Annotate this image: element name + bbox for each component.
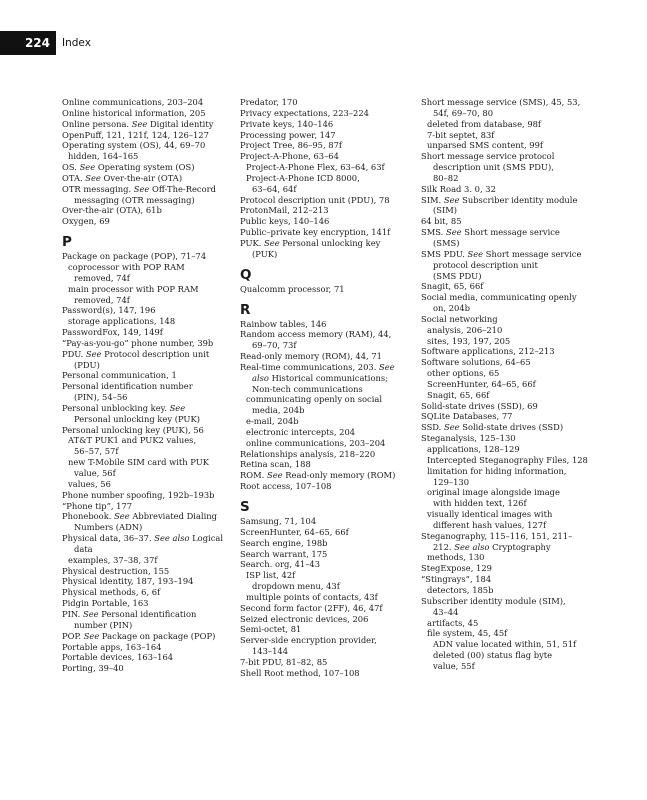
index-entry: Physical destruction, 155 bbox=[62, 565, 170, 576]
index-entry: Porting, 39–40 bbox=[62, 663, 124, 674]
index-subentry: 54f, 69–70, 80 bbox=[433, 107, 494, 118]
index-entry: Predator, 170 bbox=[240, 97, 298, 107]
index-subentry: media, 204b bbox=[252, 405, 305, 416]
see-reference: See bbox=[443, 422, 460, 433]
index-entry: Software solutions, 64–65 bbox=[421, 357, 531, 368]
index-entry: Social media, communicating openly bbox=[421, 292, 577, 303]
index-subentry: (PIN), 54–56 bbox=[74, 392, 128, 403]
index-subentry: file system, 45, 45f bbox=[427, 628, 508, 639]
index-entry: Second form factor (2FF), 46, 47f bbox=[240, 602, 383, 613]
index-subentry: different hash values, 127f bbox=[433, 519, 547, 530]
index-subentry: value, 56f bbox=[74, 468, 116, 478]
index-subentry: Project-A-Phone Flex, 63–64, 63f bbox=[246, 162, 385, 173]
index-entry: Protocol description unit (PDU), 78 bbox=[240, 194, 390, 205]
index-entry: SQLite Databases, 77 bbox=[421, 411, 513, 422]
section-letter: P bbox=[62, 234, 72, 251]
index-entry: SMS. See Short message service bbox=[421, 227, 560, 238]
index-entry: Silk Road 3. 0, 32 bbox=[421, 183, 496, 194]
index-entry: Search warrant, 175 bbox=[240, 548, 328, 559]
index-subentry: protocol description unit bbox=[433, 259, 538, 270]
index-entry: Root access, 107–108 bbox=[240, 481, 332, 492]
index-subentry: also Historical communications; bbox=[252, 372, 388, 383]
index-subentry: artifacts, 45 bbox=[427, 617, 479, 628]
index-entry: Physical methods, 6, 6f bbox=[62, 587, 161, 598]
see-reference: See bbox=[85, 172, 101, 183]
index-entry: Portable apps, 163–164 bbox=[62, 641, 162, 652]
index-subentry: online communications, 203–204 bbox=[246, 437, 386, 448]
index-entry: Social networking bbox=[421, 313, 498, 324]
index-entry: ProtonMail, 212–213 bbox=[240, 205, 329, 216]
index-entry: Seized electronic devices, 206 bbox=[240, 613, 369, 624]
index-subentry: 43–44 bbox=[433, 606, 459, 617]
index-column-3 bbox=[421, 97, 593, 672]
index-subentry: ADN value located within, 51, 51f bbox=[433, 639, 577, 650]
index-entry: ROM. See Read-only memory (ROM) bbox=[240, 470, 396, 481]
index-entry: PUK. See Personal unlocking key bbox=[240, 237, 381, 248]
index-entry: Private keys, 140–146 bbox=[240, 118, 334, 129]
index-entry: StegExpose, 129 bbox=[421, 563, 492, 574]
index-entry: Short message service protocol bbox=[421, 151, 555, 162]
index-entry: Snagit, 65, 66f bbox=[421, 281, 484, 292]
index-subentry: Snagit, 65, 66f bbox=[427, 389, 490, 400]
index-subentry: 63–64, 64f bbox=[252, 183, 297, 194]
section-letter: R bbox=[240, 301, 251, 318]
index-entry: Personal communication, 1 bbox=[62, 370, 177, 381]
index-subentry: visually identical images with bbox=[427, 509, 553, 520]
index-entry: Relationships analysis, 218–220 bbox=[240, 448, 376, 459]
index-entry: Online historical information, 205 bbox=[62, 107, 206, 118]
see-reference: See bbox=[169, 402, 186, 413]
index-entry: Portable devices, 163–164 bbox=[62, 652, 174, 663]
index-entry: Oxygen, 69 bbox=[62, 216, 110, 227]
index-column-2 bbox=[240, 97, 412, 679]
index-entry: Solid-state drives (SSD), 69 bbox=[421, 400, 538, 411]
index-subentry: (SMS) bbox=[433, 237, 460, 248]
index-subentry: (PDU) bbox=[74, 359, 100, 370]
see-reference: See also bbox=[154, 533, 190, 544]
index-subentry: deleted from database, 98f bbox=[427, 118, 542, 129]
see-reference: See bbox=[133, 183, 150, 194]
index-subentry: Personal unlocking key (PUK) bbox=[74, 413, 200, 424]
index-entry: Search engine, 198b bbox=[240, 537, 328, 548]
index-entry: Project Tree, 86–95, 87f bbox=[240, 140, 342, 151]
index-entry: Processing power, 147 bbox=[240, 129, 336, 140]
see-reference: See also bbox=[454, 541, 490, 552]
index-entry: Physical data, 36–37. See also Logical bbox=[62, 533, 224, 544]
index-subentry: Project-A-Phone ICD 8000, bbox=[246, 172, 360, 183]
index-entry: Public–private key encryption, 141f bbox=[240, 227, 391, 238]
index-subentry: original image alongside image bbox=[427, 487, 560, 498]
index-subentry: 143–144 bbox=[252, 646, 289, 657]
index-entry: Software applications, 212–213 bbox=[421, 346, 555, 357]
index-subentry: Intercepted Steganography Files, 128 bbox=[427, 454, 588, 465]
index-entry: Online persona. See Digital identity bbox=[62, 118, 214, 129]
index-entry: Shell Root method, 107–108 bbox=[240, 667, 360, 678]
index-entry: Operating system (OS), 44, 69–70 bbox=[62, 140, 206, 151]
index-entry: Search. org, 41–43 bbox=[240, 559, 321, 570]
index-subentry: new T-Mobile SIM card with PUK bbox=[68, 457, 210, 468]
index-entry: Samsung, 71, 104 bbox=[240, 516, 317, 526]
index-entry: Short message service (SMS), 45, 53, bbox=[421, 97, 581, 107]
index-entry: Personal unlocking key (PUK), 56 bbox=[62, 424, 204, 435]
index-subentry: methods, 130 bbox=[427, 552, 485, 563]
index-subentry: 69–70, 73f bbox=[252, 340, 297, 351]
index-entry: Public keys, 140–146 bbox=[240, 216, 330, 227]
running-head: Index bbox=[62, 37, 91, 49]
index-subentry: (SIM) bbox=[433, 205, 458, 216]
index-column-1 bbox=[62, 97, 234, 674]
see-reference: See bbox=[131, 118, 148, 129]
index-entry: PasswordFox, 149, 149f bbox=[62, 327, 163, 338]
index-entry: Over-the-air (OTA), 61b bbox=[62, 205, 162, 216]
index-subentry: messaging (OTR messaging) bbox=[74, 194, 195, 205]
page-header bbox=[0, 31, 647, 55]
index-subentry: (PUK) bbox=[252, 248, 278, 259]
index-entry: Pidgin Portable, 163 bbox=[62, 598, 149, 609]
index-subentry: value, 55f bbox=[433, 660, 475, 671]
see-reference: also bbox=[252, 372, 269, 383]
index-entry: Password(s), 147, 196 bbox=[62, 305, 156, 316]
see-reference: See bbox=[83, 630, 100, 641]
index-entry: Read-only memory (ROM), 44, 71 bbox=[240, 351, 382, 362]
index-subentry: 56–57, 57f bbox=[74, 446, 119, 457]
see-reference: See bbox=[467, 248, 484, 259]
index-subentry: sites, 193, 197, 205 bbox=[427, 335, 511, 346]
index-subentry: on, 204b bbox=[433, 303, 470, 314]
index-subentry: coprocessor with POP RAM bbox=[68, 261, 185, 272]
index-subentry: (SMS PDU) bbox=[433, 270, 482, 281]
page-number: 224 bbox=[0, 31, 56, 55]
index-entry: Semi-octet, 81 bbox=[240, 624, 302, 635]
index-entry: Project-A-Phone, 63–64 bbox=[240, 151, 339, 162]
index-subentry: detectors, 185b bbox=[427, 584, 494, 595]
see-reference: See bbox=[264, 237, 280, 248]
index-subentry: ScreenHunter, 64–65, 66f bbox=[427, 378, 536, 389]
index-entry: Package on package (POP), 71–74 bbox=[62, 251, 207, 262]
index-entry: ScreenHunter, 64–65, 66f bbox=[240, 526, 349, 537]
section-letter: Q bbox=[240, 266, 252, 283]
index-subentry: multiple points of contacts, 43f bbox=[246, 591, 378, 602]
index-entry: POP. See Package on package (POP) bbox=[62, 630, 216, 641]
see-reference: See bbox=[85, 348, 102, 359]
index-subentry: communicating openly on social bbox=[246, 394, 383, 405]
index-entry: OS. See Operating system (OS) bbox=[62, 162, 195, 173]
index-subentry: applications, 128–129 bbox=[427, 444, 520, 454]
index-entry: Steganalysis, 125–130 bbox=[421, 433, 516, 444]
index-entry: Rainbow tables, 146 bbox=[240, 318, 327, 329]
index-subentry: main processor with POP RAM bbox=[68, 283, 199, 294]
see-reference: See bbox=[82, 608, 99, 619]
index-subentry: storage applications, 148 bbox=[68, 316, 176, 327]
index-subentry: dropdown menu, 43f bbox=[252, 581, 340, 592]
index-subentry: 129–130 bbox=[433, 476, 470, 487]
index-subentry: data bbox=[74, 543, 93, 554]
index-subentry: limitation for hiding information, bbox=[427, 465, 567, 476]
index-entry: OTA. See Over-the-air (OTA) bbox=[62, 172, 183, 183]
index-subentry: values, 56 bbox=[68, 478, 111, 489]
see-reference: See bbox=[379, 361, 395, 372]
index-entry: Qualcomm processor, 71 bbox=[240, 283, 345, 294]
index-entry: SMS PDU. See Short message service bbox=[421, 248, 582, 259]
index-entry: Phonebook. See Abbreviated Dialing bbox=[62, 511, 217, 522]
index-entry: OTR messaging. See Off-The-Record bbox=[62, 183, 216, 194]
index-entry: Random access memory (RAM), 44, bbox=[240, 329, 392, 340]
index-subentry: AT&T PUK1 and PUK2 values, bbox=[68, 435, 197, 446]
index-entry: 64 bit, 85 bbox=[421, 216, 462, 227]
section-letter: S bbox=[240, 499, 250, 515]
index-entry: PIN. See Personal identification bbox=[62, 608, 197, 619]
index-entry: PDU. See Protocol description unit bbox=[62, 348, 210, 359]
index-entry: Personal identification number bbox=[62, 381, 193, 392]
index-subentry: analysis, 206–210 bbox=[427, 324, 503, 335]
index-entry: OpenPuff, 121, 121f, 124, 126–127 bbox=[62, 129, 209, 140]
index-entry: 7-bit PDU, 81–82, 85 bbox=[240, 656, 328, 667]
index-subentry: number (PIN) bbox=[74, 619, 133, 630]
index-entry: Phone number spoofing, 192b–193b bbox=[62, 489, 215, 500]
index-entry: Steganography, 115–116, 151, 211– bbox=[421, 530, 573, 541]
index-subentry: ISP list, 42f bbox=[246, 570, 296, 581]
index-entry: SSD. See Solid-state drives (SSD) bbox=[421, 422, 564, 433]
index-entry: SIM. See Subscriber identity module bbox=[421, 194, 578, 205]
index-subentry: deleted (00) status flag byte bbox=[433, 650, 553, 661]
index-entry: Retina scan, 188 bbox=[240, 459, 311, 470]
index-entry: Subscriber identity module (SIM), bbox=[421, 595, 566, 606]
index-entry: “Phone tip”, 177 bbox=[62, 500, 133, 511]
index-subentry: 80–82 bbox=[433, 172, 459, 183]
index-subentry: Non-tech communications bbox=[252, 383, 363, 394]
index-entry: “Stingrays”, 184 bbox=[421, 574, 492, 585]
see-reference: See bbox=[79, 162, 96, 173]
index-entry: Online communications, 203–204 bbox=[62, 97, 204, 107]
index-subentry: with hidden text, 126f bbox=[433, 498, 527, 509]
index-subentry: Numbers (ADN) bbox=[74, 522, 143, 533]
index-entry: Real-time communications, 203. See bbox=[240, 361, 395, 372]
index-subentry: hidden, 164–165 bbox=[68, 151, 139, 162]
index-subentry: other options, 65 bbox=[427, 368, 500, 379]
index-subentry: examples, 37–38, 37f bbox=[68, 554, 158, 565]
index-entry: Personal unblocking key. See bbox=[62, 402, 186, 413]
index-subentry: 212. See also Cryptography bbox=[433, 541, 551, 552]
index-entry: Privacy expectations, 223–224 bbox=[240, 107, 369, 118]
index-subentry: e-mail, 204b bbox=[246, 416, 299, 427]
index-subentry: removed, 74f bbox=[74, 272, 130, 283]
index-subentry: electronic intercepts, 204 bbox=[246, 426, 356, 437]
index-entry: Server-side encryption provider, bbox=[240, 635, 377, 646]
index-subentry: 7-bit septet, 83f bbox=[427, 129, 495, 140]
index-entry: “Pay-as-you-go” phone number, 39b bbox=[62, 337, 214, 348]
see-reference: See bbox=[443, 194, 460, 205]
see-reference: See bbox=[445, 227, 462, 238]
index-subentry: unparsed SMS content, 99f bbox=[427, 140, 543, 151]
index-entry: Physical identity, 187, 193–194 bbox=[62, 576, 194, 587]
see-reference: See bbox=[114, 511, 130, 522]
see-reference: See bbox=[266, 470, 283, 481]
index-subentry: description unit (SMS PDU), bbox=[433, 162, 554, 173]
index-subentry: removed, 74f bbox=[74, 294, 130, 305]
